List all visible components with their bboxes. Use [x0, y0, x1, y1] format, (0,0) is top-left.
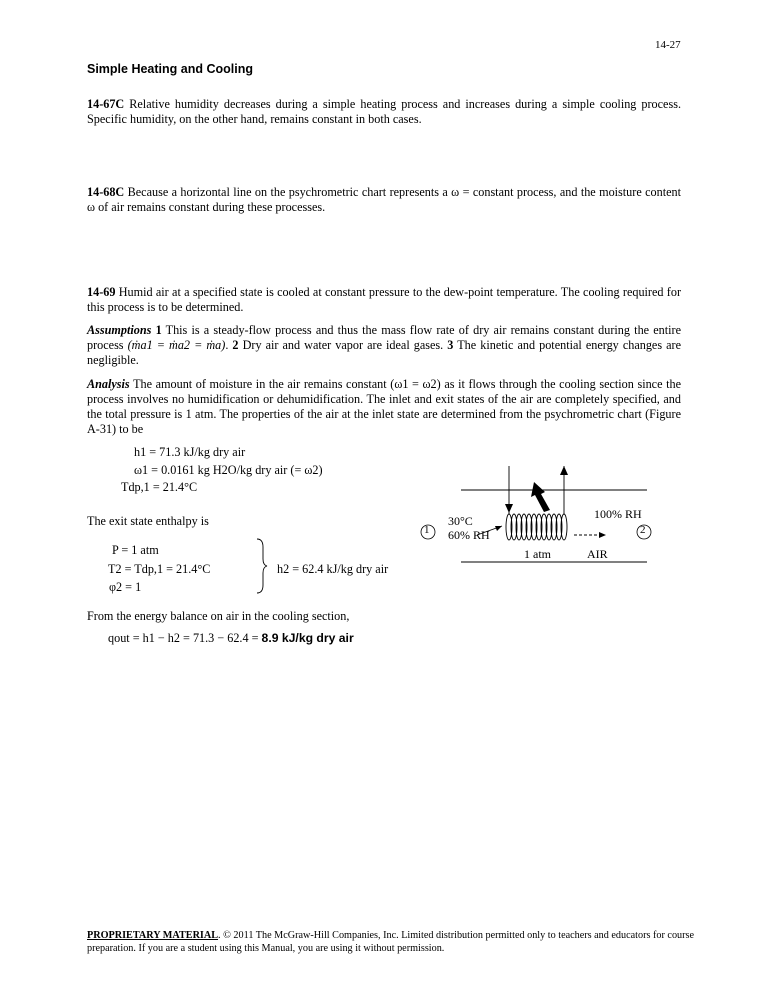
exit-brace — [255, 537, 269, 595]
footer-copyright: . © 2011 The McGraw-Hill Companies, Inc. Limited distribution permitted only to teachers and educators for course — [218, 930, 695, 941]
problem-label: 14-69 — [87, 285, 116, 299]
assumption-3: The kinetic and potential energy changes are negligible. — [87, 338, 682, 367]
inlet-rh-label: 60% RH — [448, 528, 490, 542]
assumption-1: This is a steady-flow process and thus the mass flow rate of dry air remains constant during the entire process — [87, 323, 681, 352]
analysis-text: The amount of moisture in the air remains constant (ω1 = ω2) as it flows through the cooling section since the process involves no humidification or dehumidification. The inlet and exit states of the air are completely specified, and the total pressure is 1 atm. The properties of the air at the inlet state are determined from the psychrometric chart (Figure A-31) to be — [87, 377, 681, 436]
exit-temperature: T2 = Tdp,1 = 21.4°C — [108, 562, 211, 576]
pressure-label: 1 atm — [524, 547, 551, 561]
exit-intro: The exit state enthalpy is — [87, 514, 209, 528]
assumption-2: Dry air and water vapor are ideal gases. — [242, 338, 444, 352]
air-label: AIR — [587, 547, 608, 561]
state-1-label: 1 — [424, 524, 430, 536]
inlet-enthalpy: h1 = 71.3 kJ/kg dry air — [134, 445, 246, 459]
cooling-result: 8.9 kJ/kg dry air — [261, 631, 354, 645]
page-number: 14-27 — [655, 39, 681, 51]
problem-label: 14-67C — [87, 97, 125, 111]
problem-14-68c — [87, 185, 681, 215]
analysis-label: Analysis — [87, 377, 130, 391]
mass-flow-equation: (ṁa1 = ṁa2 = ṁa) — [127, 338, 226, 352]
inlet-humidity-ratio: ω1 = 0.0161 kg H2O/kg dry air (= ω2) — [134, 463, 323, 477]
footer — [87, 929, 707, 955]
assumption-number: 3 — [447, 338, 454, 352]
energy-balance-intro: From the energy balance on air in the cooling section, — [87, 609, 350, 623]
footer-proprietary-label: PROPRIETARY MATERIAL — [87, 930, 219, 941]
problem-14-67c — [87, 97, 681, 127]
assumption-number: 1 — [155, 323, 162, 337]
footer-line-1 — [87, 929, 707, 942]
analysis — [87, 377, 681, 437]
cooling-equation-expression: qout = h1 − h2 = 71.3 − 62.4 = — [108, 631, 259, 645]
assumptions-label: Assumptions — [87, 323, 152, 337]
coolant-inlet-arrow — [505, 504, 513, 513]
inlet-flow-arrowhead — [495, 526, 502, 531]
inlet-temperature-label: 30°C — [448, 514, 473, 528]
exit-pressure: P = 1 atm — [112, 543, 159, 557]
exit-enthalpy: h2 = 62.4 kJ/kg dry air — [277, 562, 389, 576]
duct-drawing — [394, 466, 674, 586]
assumptions: Assumptions 1 This is a steady-flow process and thus the mass flow rate of dry air remains constant during the entire process (ṁa1 = ṁa2 = ṁa). 2 Dry air and water vapor are ideal gases. 3 The kinetic and potential energy changes are negligible. — [87, 323, 682, 367]
cooling-coils — [506, 514, 567, 540]
state-2-label: 2 — [640, 524, 646, 536]
heat-removal-arrow — [531, 482, 550, 512]
problem-answer: Because a horizontal line on the psychrometric chart represents a ω = constant process, and the moisture content ω of air remains constant during these processes. — [87, 185, 681, 214]
cooling-equation — [108, 631, 354, 646]
exit-rh-label: 100% RH — [594, 507, 642, 521]
problem-answer: Relative humidity decreases during a simple heating process and increases during a simple cooling process. Specific humidity, on the other hand, remains constant in both cases. — [87, 97, 681, 126]
assumption-number: 2 — [232, 338, 239, 352]
footer-line-2: preparation. If you are a student using this Manual, you are using it without permission. — [87, 943, 445, 954]
inlet-dewpoint: Tdp,1 = 21.4°C — [121, 480, 198, 494]
problem-label: 14-68C — [87, 185, 125, 199]
cooling-section-figure — [394, 466, 674, 586]
problem-text: Humid air at a specified state is cooled at constant pressure to the dew-point temperature. The cooling required for this process is to be determined. — [87, 285, 682, 314]
exit-relative-humidity: φ2 = 1 — [109, 580, 142, 594]
coolant-outlet-arrow — [560, 466, 568, 475]
problem-14-69-statement — [87, 285, 681, 315]
exit-flow-arrowhead — [599, 532, 606, 538]
section-title: Simple Heating and Cooling — [87, 62, 253, 76]
